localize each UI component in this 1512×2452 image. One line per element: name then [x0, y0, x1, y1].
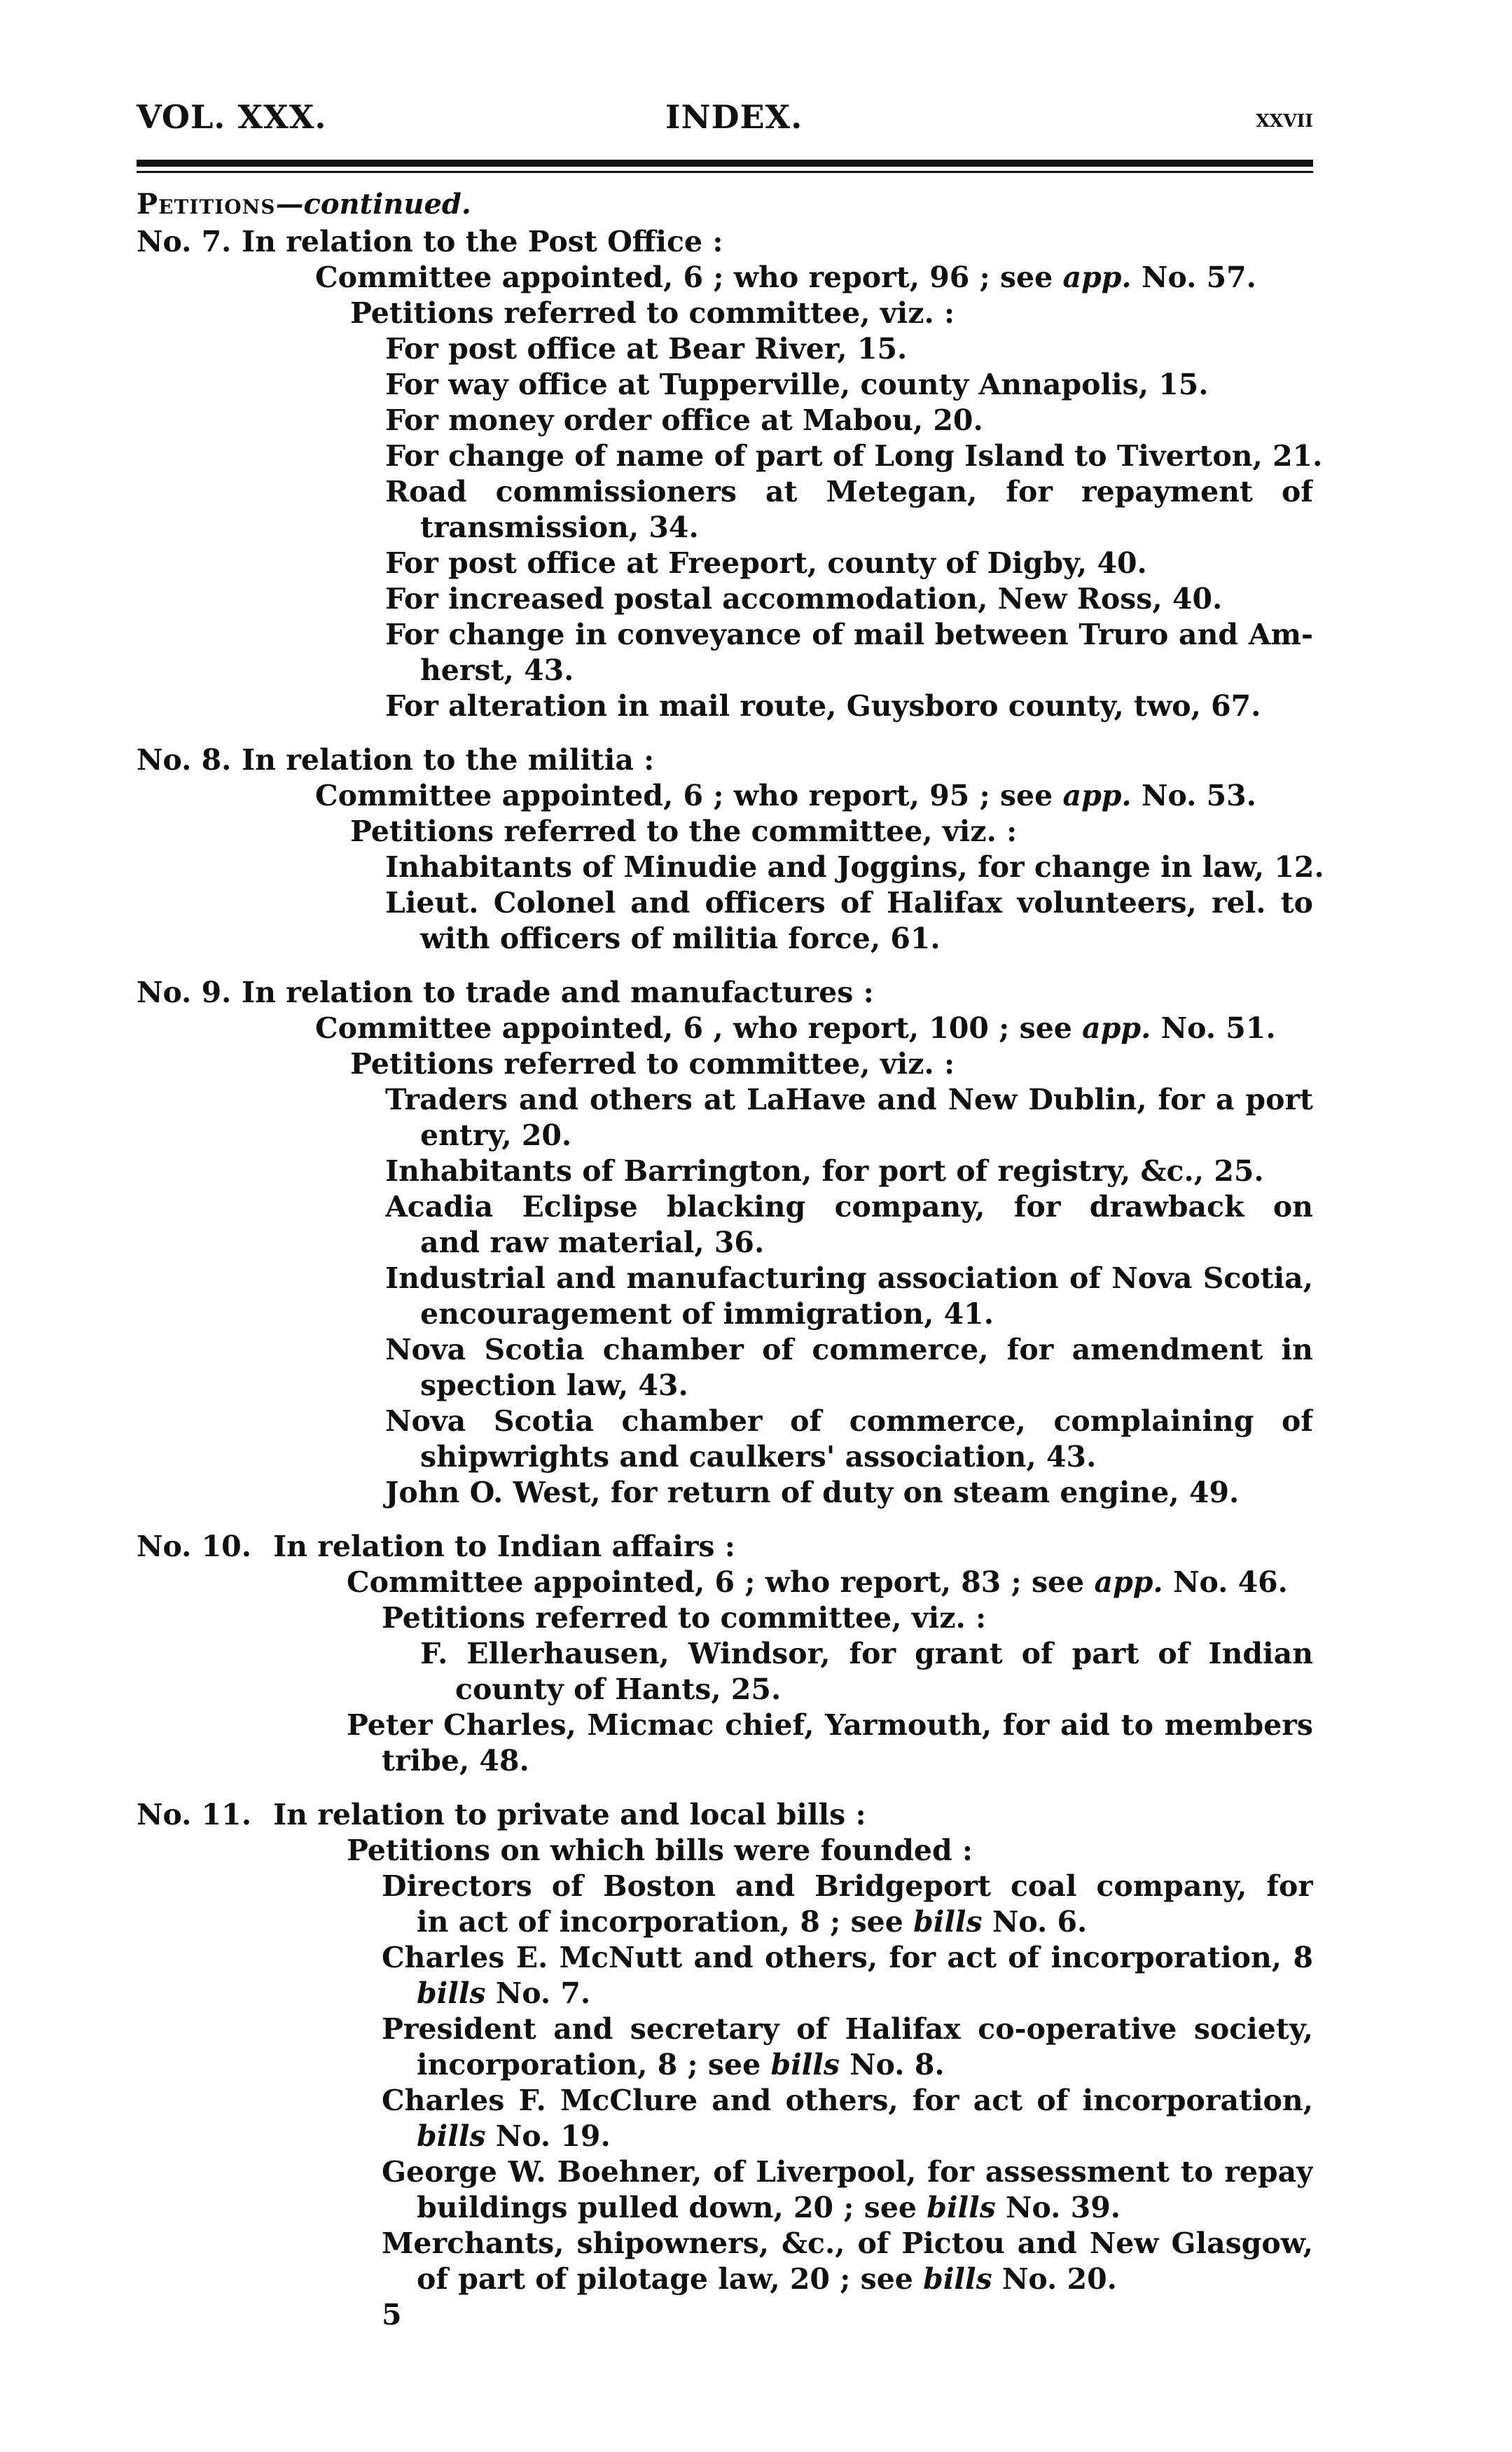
section-heading: In relation to the Post Office :: [242, 225, 723, 258]
index-entry-cont: shipwrights and caulkers' association, 43.: [420, 1440, 1097, 1474]
index-entry-cont: spection law, 43.: [420, 1369, 688, 1402]
index-entry: Nova Scotia chamber of commerce, complaining of: [385, 1404, 1313, 1438]
index-entry: For increased postal accommodation, New Ross, 40.: [385, 582, 1223, 616]
index-entry: Industrial and manufacturing association of Nova Scotia,: [385, 1261, 1313, 1295]
section-number: No. 8.: [137, 743, 232, 777]
index-entry-cont: entry, 20.: [420, 1118, 572, 1152]
index-entry: John O. West, for return of duty on steam engine, 49.: [385, 1476, 1240, 1509]
index-entry-cont: county of Hants, 25.: [455, 1672, 782, 1706]
committee-line: Committee appointed, 6 , who report, 100 ; see app. No. 51.: [315, 1011, 1276, 1045]
index-entry: George W. Boehner, of Liverpool, for assessment to repay: [382, 2155, 1313, 2189]
index-entry-cont: transmission, 34.: [420, 511, 699, 544]
section-heading: In relation to Indian affairs :: [273, 1530, 735, 1563]
section-number: No. 9.: [137, 976, 232, 1009]
section-number: No. 7.: [137, 225, 232, 258]
index-page: [137, 98, 1324, 2332]
index-entry: Charles E. McNutt and others, for act of incorporation, 8: [382, 1941, 1313, 1974]
index-entry: President and secretary of Halifax co-operative society,: [382, 2012, 1313, 2046]
running-head: [137, 188, 471, 221]
index-entry: Traders and others at LaHave and New Dublin, for a port: [385, 1083, 1313, 1116]
index-entry-cont: with officers of militia force, 61.: [420, 922, 941, 955]
section-heading: In relation to trade and manufactures :: [242, 976, 874, 1009]
page-numeral: xxvii: [1256, 104, 1313, 133]
volume-label: VOL. XXX.: [137, 98, 327, 136]
section-heading: In relation to the militia :: [242, 743, 655, 777]
index-entry: For post office at Bear River, 15.: [385, 332, 908, 366]
index-entry: Peter Charles, Micmac chief, Yarmouth, for aid to members: [347, 1708, 1313, 1742]
index-entry-cont: encouragement of immigration, 41.: [420, 1297, 994, 1331]
referred-line: Petitions referred to committee, viz. :: [350, 1047, 955, 1081]
index-entry-cont: herst, 43.: [420, 653, 574, 687]
index-body: [137, 224, 1324, 2333]
section-heading-line: [137, 1797, 1313, 1833]
committee-line: Committee appointed, 6 ; who report, 83 ; see app. No. 46.: [347, 1565, 1288, 1599]
index-entry: For alteration in mail route, Guysboro county, two, 67.: [385, 689, 1261, 723]
index-entry: For money order office at Mabou, 20.: [385, 403, 983, 437]
section-number: No. 10.: [137, 1530, 251, 1563]
index-entry: Charles F. McClure and others, for act of incorporation,: [382, 2084, 1313, 2117]
signature-line: [137, 2297, 1313, 2333]
page-header: [137, 98, 1313, 148]
section-heading: In relation to private and local bills :: [273, 1798, 866, 1831]
index-entry-cont: in act of incorporation, 8 ; see bills No. 6.: [417, 1905, 1088, 1939]
running-head-word: Petitions: [137, 188, 276, 221]
index-entry-cont: tribe, 48.: [382, 1744, 529, 1778]
index-entry: For change of name of part of Long Island to Tiverton, 21.: [385, 439, 1323, 473]
committee-line: Committee appointed, 6 ; who report, 96 ; see app. No. 57.: [315, 261, 1256, 294]
index-entry: F. Ellerhausen, Windsor, for grant of part of Indian: [420, 1637, 1313, 1670]
referred-line: Petitions referred to the committee, viz. :: [350, 815, 1018, 848]
index-entry: For way office at Tupperville, county Annapolis, 15.: [385, 368, 1209, 401]
running-head-continued: —continued.: [275, 188, 471, 221]
section-heading-line: [137, 1529, 1313, 1565]
index-entry-cont: of part of pilotage law, 20 ; see bills No. 20.: [417, 2262, 1117, 2296]
index-entry: For post office at Freeport, county of Digby, 40.: [385, 546, 1147, 580]
section-number: No. 11.: [137, 1798, 251, 1831]
signature-mark: 5: [382, 2298, 402, 2332]
index-entry: For change in conveyance of mail between Truro and Am-: [385, 618, 1313, 651]
index-entry: Merchants, shipowners, &c., of Pictou and New Glasgow,: [382, 2226, 1313, 2260]
index-entry-cont: bills No. 19.: [417, 2119, 611, 2153]
index-entry: Inhabitants of Minudie and Joggins, for change in law, 12.: [385, 850, 1324, 884]
section-heading-line: [137, 742, 1313, 778]
index-entry: Lieut. Colonel and officers of Halifax volunteers, rel. to: [385, 886, 1313, 920]
founded-line: Petitions on which bills were founded :: [347, 1834, 973, 1867]
header-rule-thick: [137, 160, 1313, 167]
committee-line: Committee appointed, 6 ; who report, 95 ; see app. No. 53.: [315, 779, 1256, 812]
index-entry: Directors of Boston and Bridgeport coal company, for: [382, 1869, 1313, 1903]
referred-line: Petitions referred to committee, viz. :: [382, 1601, 987, 1635]
index-entry-cont: incorporation, 8 ; see bills No. 8.: [417, 2048, 945, 2082]
section-heading-line: [137, 224, 1313, 260]
index-entry: Inhabitants of Barrington, for port of registry, &c., 25.: [385, 1154, 1264, 1188]
referred-line: Petitions referred to committee, viz. :: [350, 296, 955, 330]
index-entry: Acadia Eclipse blacking company, for drawback on: [385, 1190, 1313, 1224]
index-entry: Road commissioners at Metegan, for repayment of: [385, 475, 1313, 508]
header-rule-thin: [137, 171, 1313, 173]
index-entry: Nova Scotia chamber of commerce, for amendment in: [385, 1333, 1313, 1366]
index-entry-cont: bills No. 7.: [417, 1976, 591, 2010]
page-title: INDEX.: [665, 98, 803, 136]
index-entry-cont: and raw material, 36.: [420, 1226, 765, 1259]
section-heading-line: [137, 975, 1313, 1011]
index-entry-cont: buildings pulled down, 20 ; see bills No. 39.: [417, 2191, 1121, 2224]
